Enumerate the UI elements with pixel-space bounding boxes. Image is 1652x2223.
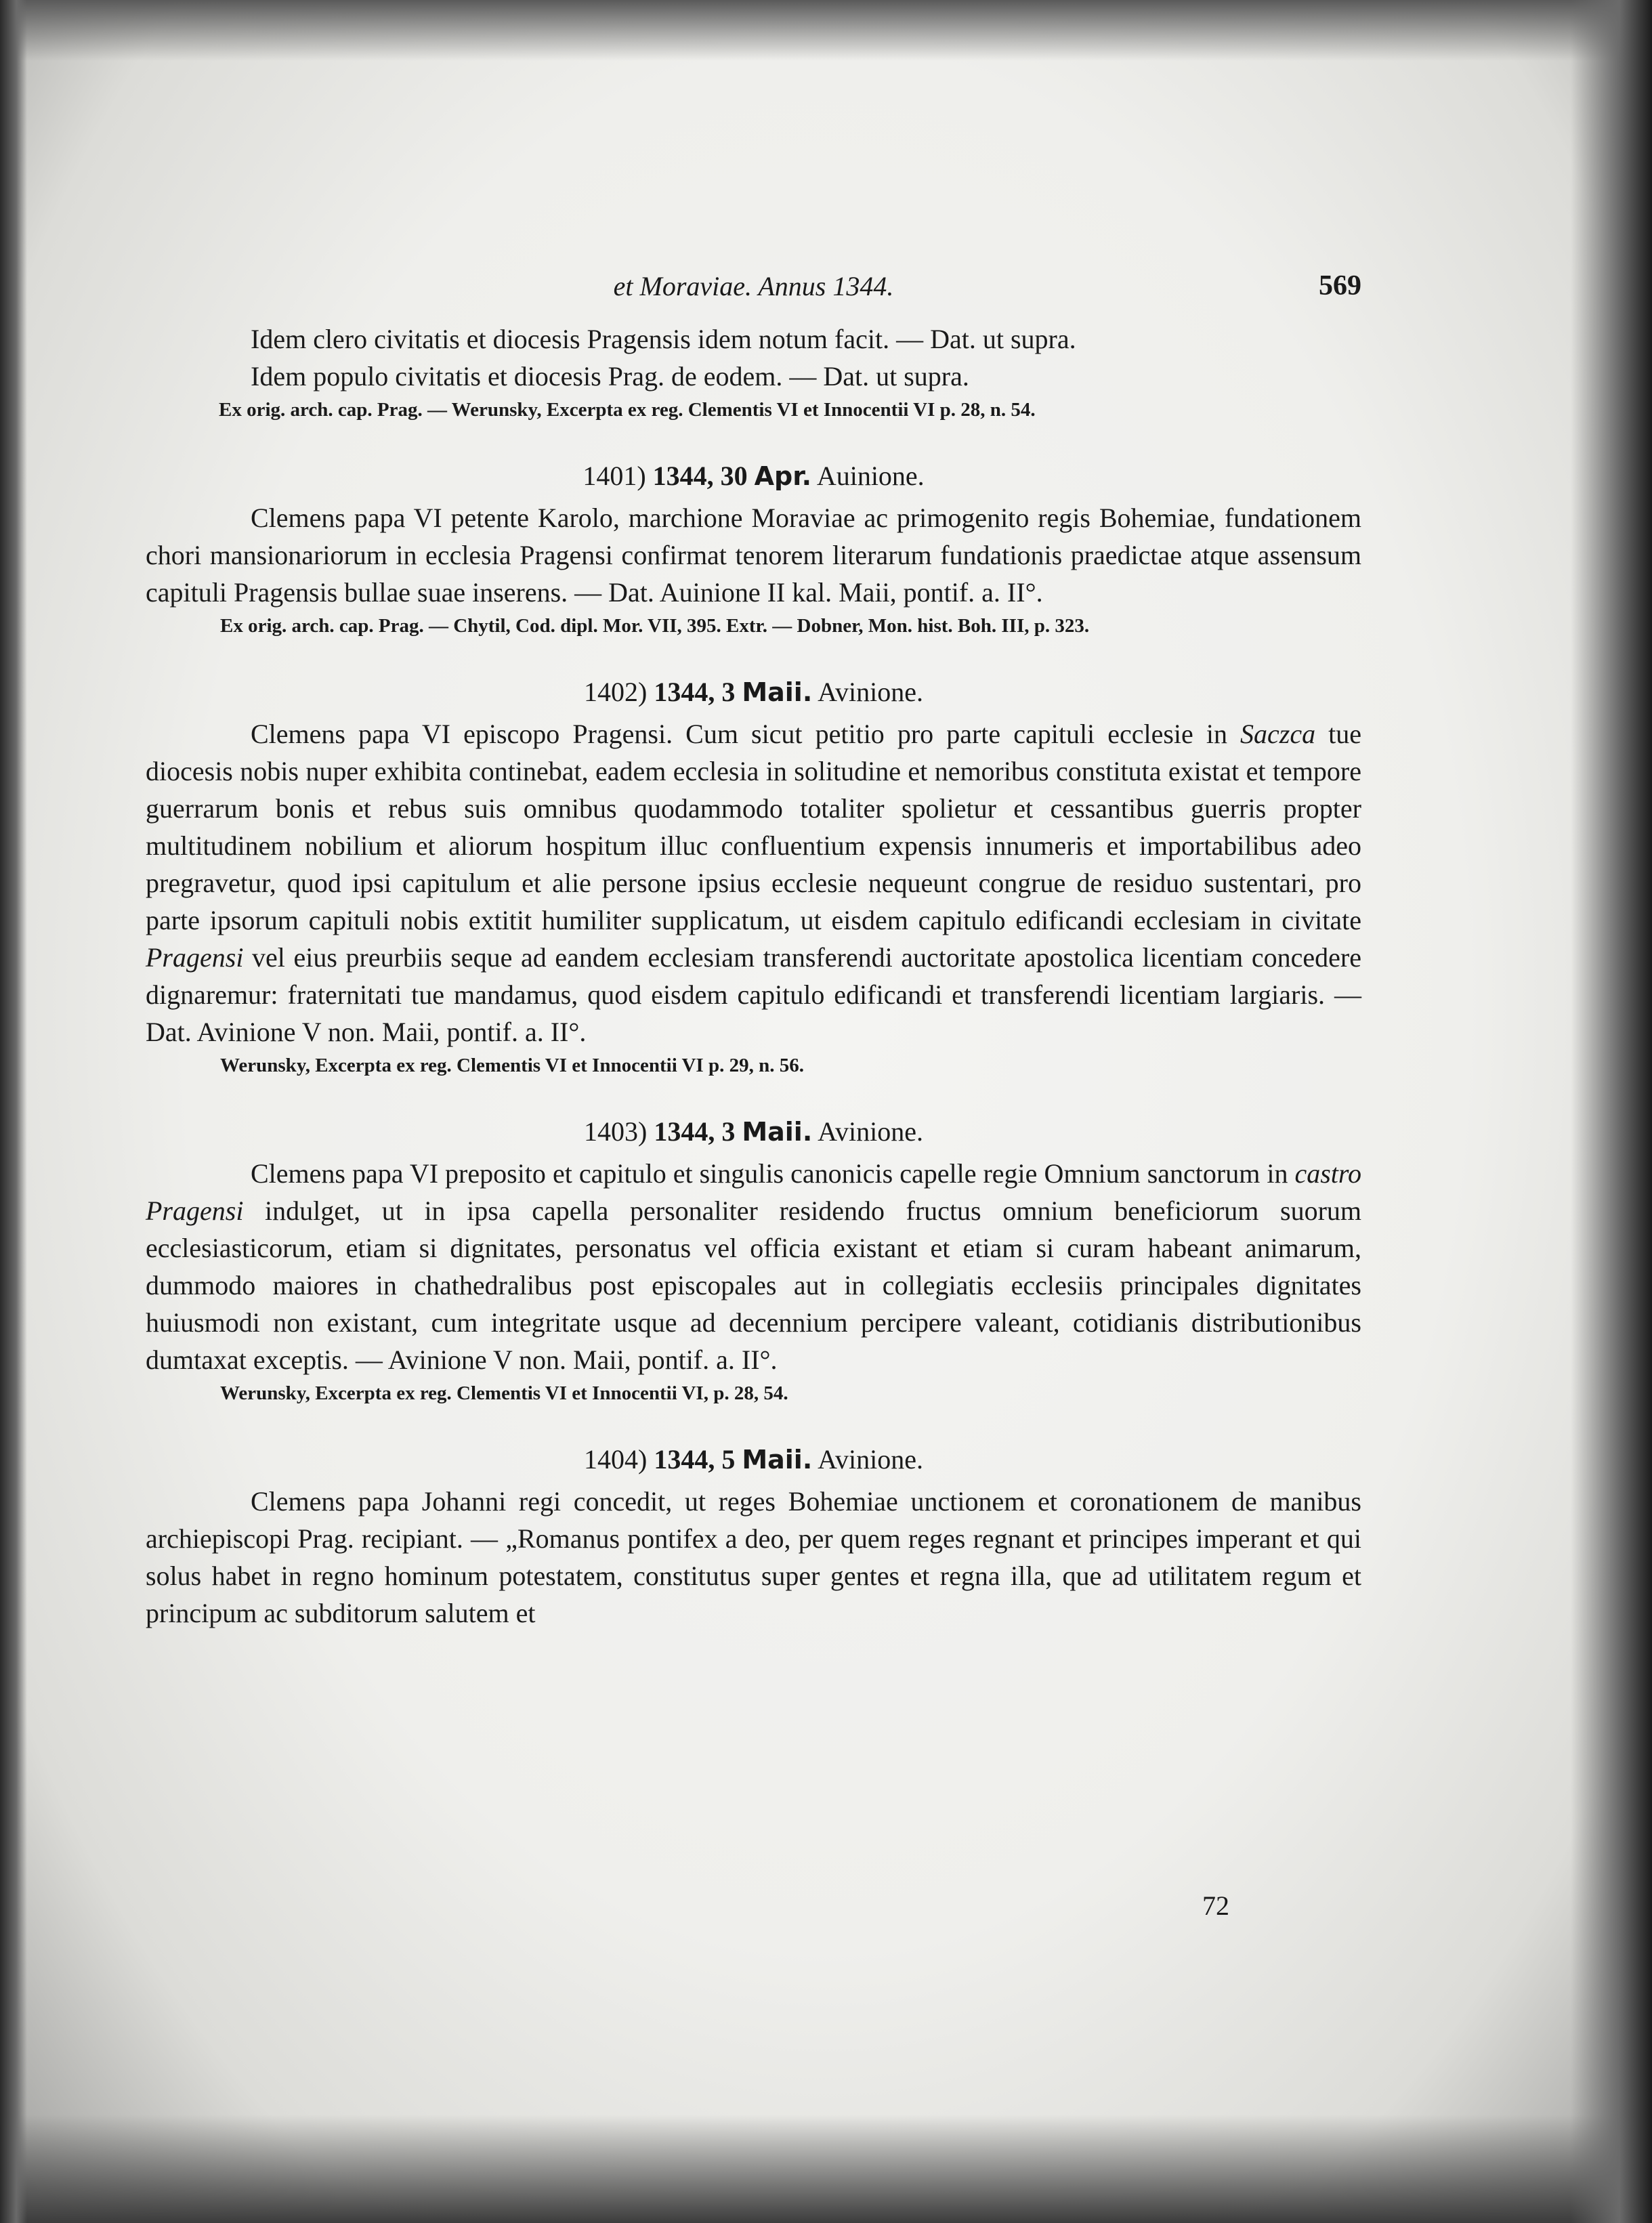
entry-source-1401: Ex orig. arch. cap. Prag. — Chytil, Cod. dipl. Mor. VII, 395. Extr. — Dobner, Mon. hist. Boh. III, p. 323. [220, 615, 1090, 637]
scan-edge-right [1571, 0, 1652, 2223]
entry-text-1404: Clemens papa Johanni regi concedit, ut reges Bohemiae unctionem et coronationem de manibus archiepiscopi Prag. recipiant. — „Romanus pontifex a deo, per quem reges regnant et principes imperant et qui solus habet in regno hominum potestatem, constitutus super gentes et regna illa, que ad utilitatem regum et principum ac subditorum salutem et [146, 1486, 1361, 1628]
page-body [146, 268, 1361, 1632]
running-head-title: et Moraviae. Annus 1344. [613, 271, 894, 301]
text-segment: Clemens papa VI preposito et capitulo et singulis canonicis capelle regie Omnium sanctorum in [251, 1158, 1295, 1189]
entry-text-1403 [146, 1155, 1361, 1378]
entry-place: Avinione. [818, 1444, 923, 1475]
text-segment: Clemens papa VI episcopo Pragensi. Cum sicut petitio pro parte capituli ecclesie in [251, 719, 1240, 749]
intro-source: Ex orig. arch. cap. Prag. — Werunsky, Excerpta ex reg. Clementis VI et Innocentii VI p. 28, n. 54. [219, 399, 1036, 421]
entry-month: Apr. [754, 461, 812, 491]
entry-place: Avinione. [818, 1116, 923, 1147]
entry-number: 1404) [584, 1444, 648, 1475]
entry-date: 1344, 5 [654, 1444, 736, 1475]
italic-place-name: Pragensi [146, 942, 244, 973]
entry-date: 1344, 30 [652, 461, 748, 491]
page-number: 569 [1319, 270, 1361, 301]
signature-mark: 72 [1202, 1890, 1229, 1921]
scan-edge-top [0, 0, 1652, 61]
entry-month: Maii. [742, 677, 813, 707]
entry-date: 1344, 3 [654, 1116, 736, 1147]
intro-line-1: Idem clero civitatis et diocesis Pragensis idem notum facit. — Dat. ut supra. [251, 324, 1076, 354]
entry-source-1403: Werunsky, Excerpta ex reg. Clementis VI et Innocentii VI, p. 28, 54. [220, 1382, 788, 1404]
italic-place-name: castro Pragensi [146, 1158, 1361, 1226]
entry-place: Avinione. [818, 677, 923, 707]
scan-edge-bottom [0, 2115, 1652, 2223]
entry-heading-1402 [146, 673, 1361, 711]
entry-number: 1402) [584, 677, 648, 707]
entry-text-1402 [146, 715, 1361, 1051]
entry-text-1401: Clemens papa VI petente Karolo, marchione Moraviae ac primogenito regis Bohemiae, fundationem chori mansionariorum in ecclesia Pragensi confirmat tenorem literarum fundationis praedictae atque assensum capituli Pragensis bullae suae inserens. — Dat. Auinione II kal. Maii, pontif. a. II°. [146, 503, 1361, 608]
italic-place-name: Saczca [1240, 719, 1316, 749]
text-segment: vel eius preurbiis seque ad eandem ecclesiam transferendi auctoritate apostolica licentiam concedere dignaremur: fraternitati tue mandamus, quod eisdem capitulo edificandi et transferendi licentiam largiaris. — Dat. Avinione V non. Maii, pontif. a. II°. [146, 942, 1361, 1047]
scan-edge-left [0, 0, 27, 2223]
entry-place: Auinione. [816, 461, 925, 491]
intro-line-2: Idem populo civitatis et diocesis Prag. de eodem. — Dat. ut supra. [251, 361, 969, 391]
entry-heading-1403 [146, 1113, 1361, 1151]
entry-month: Maii. [742, 1445, 813, 1475]
entry-source-1402: Werunsky, Excerpta ex reg. Clementis VI et Innocentii VI p. 29, n. 56. [220, 1055, 804, 1076]
running-head [146, 268, 1361, 308]
entry-date: 1344, 3 [654, 677, 736, 707]
text-segment: indulget, ut in ipsa capella personaliter residendo fructus omnium beneficiorum suorum ecclesiasticorum, etiam si dignitates, personatus vel officia existant et etiam si curam habeant animarum, dummodo maiores in chathedralibus post episcopales aut in collegiatis ecclesiis principales dignitates huiusmodi non existant, cum integritate usque ad decennium percipere valeant, cotidianis distributionibus dumtaxat exceptis. — Avinione V non. Maii, pontif. a. II°. [146, 1195, 1361, 1375]
entry-number: 1401) [583, 461, 646, 491]
entry-heading-1404 [146, 1441, 1361, 1479]
entry-number: 1403) [584, 1116, 648, 1147]
text-segment: tue diocesis nobis nuper exhibita continebat, eadem ecclesia in solitudine et nemoribus constituta existat et tempore guerrarum bonis et rebus suis omnibus quodammodo totaliter spolietur et cessantibus guerris propter multitudinem nobilium et aliorum hospitum illuc confluentium expensis innumeris et importabilibus adeo pregravetur, quod ipsi capitulum et alie persone ipsius ecclesie nequeunt congrue de residuo sustentari, pro parte ipsorum capituli nobis extitit humiliter supplicatum, ut eisdem capitulo edificandi ecclesiam in civitate [146, 719, 1361, 935]
entry-month: Maii. [742, 1117, 813, 1147]
entry-heading-1401 [146, 457, 1361, 495]
